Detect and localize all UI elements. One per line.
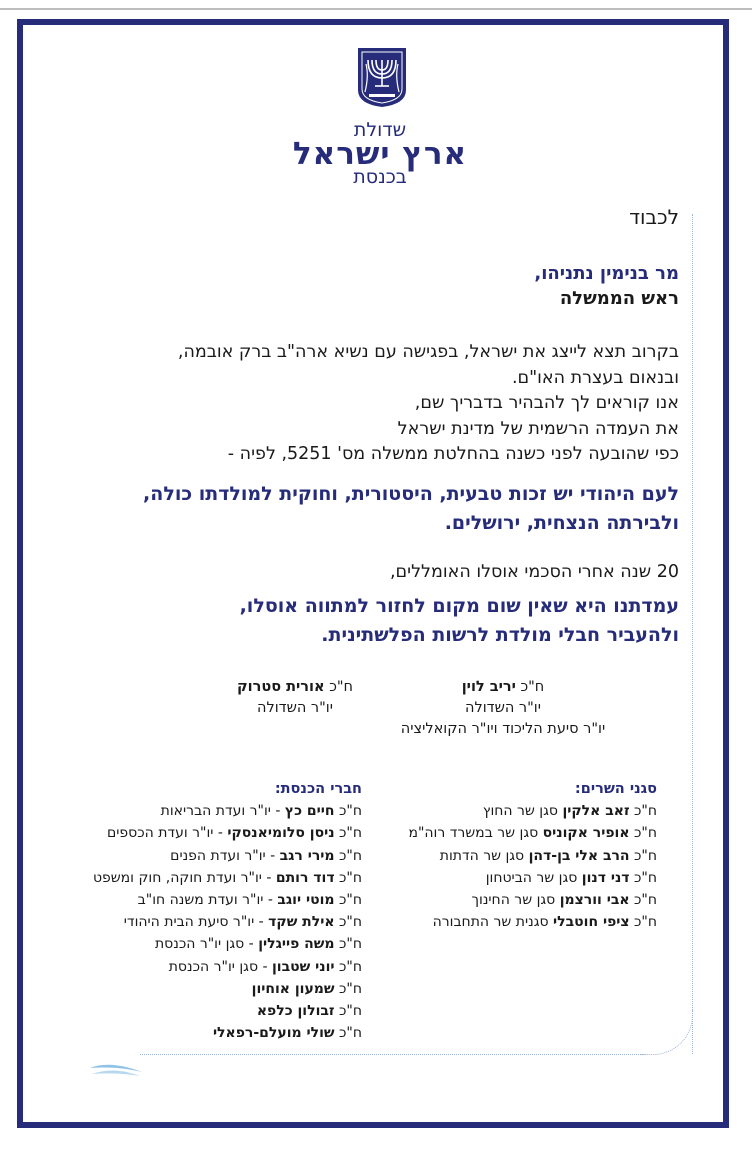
list-item: ח"כ זבולון כלפא	[256, 1003, 362, 1020]
body-line: ובנאום בעצרת האו"ם.	[511, 367, 679, 388]
list-item: ח"כ דוד רותם - יו"ר ועדת חוקה, חוק ומשפט	[92, 869, 362, 886]
signatory-role: יו"ר השדולה	[465, 700, 541, 716]
list-header: סגני השרים:	[574, 781, 657, 797]
knesset-emblem-icon	[355, 46, 409, 108]
emphasis-line: לעם היהודי יש זכות טבעית, היסטורית, וחוקית למולדתו כולה,	[143, 483, 679, 505]
emphasis-line: עמדתנו היא שאין שום מקום לחזור למתווה אוסלו,	[239, 595, 679, 617]
list-item: ח"כ ניסן סלומיאנסקי - יו"ר ועדת הכספים	[106, 825, 362, 842]
emphasis-statement-1	[143, 480, 679, 538]
addressee-title: ראש הממשלה	[559, 288, 679, 309]
list-item: ח"כ ציפי חוטבלי סגנית שר התחבורה	[432, 914, 657, 931]
list-item: ח"כ אופיר אקוניס סגן שר במשרד רוה"מ	[408, 825, 657, 842]
signatory-name: יריב לוין	[461, 679, 516, 695]
signatory-role: יו"ר סיעת הליכוד ויו"ר הקואליציה	[400, 721, 606, 737]
lobby-label-bottom: בכנסת	[353, 166, 407, 188]
signature-block	[210, 677, 380, 719]
body-line: בקרוב תצא לייצג את ישראל, בפגישה עם נשיא ארה"ב ברק אובמה,	[177, 342, 679, 362]
signatory-role: יו"ר השדולה	[257, 700, 333, 716]
list-item: ח"כ שמעון אוחיון	[251, 980, 362, 997]
deputy-ministers-list	[408, 778, 657, 933]
lobby-name: ארץ ישראל	[292, 136, 468, 172]
list-item: ח"כ שולי מועלם-רפאלי	[212, 1025, 362, 1042]
knesset-members-list	[93, 778, 362, 1044]
signatory-prefix: ח"כ	[520, 679, 545, 695]
list-item: ח"כ חיים כץ - יו"ר ועדת הבריאות	[160, 803, 362, 820]
body-line: כפי שהובעה לפני כשנה בהחלטת ממשלה מס' 5251, לפיה -	[227, 444, 679, 464]
list-item: ח"כ הרב אלי בן-דהן סגן שר הדתות	[439, 847, 657, 864]
signature-block	[398, 677, 608, 740]
emphasis-line: ולבירתה הנצחית, ירושלים.	[444, 512, 679, 534]
signatory-name-line	[210, 677, 380, 698]
list-item: ח"כ אבי וורצמן סגן שר החינוך	[471, 892, 657, 909]
signatory-name-line	[398, 677, 608, 698]
body-line: את העמדה הרשמית של מדינת ישראל	[397, 418, 679, 439]
list-item: ח"כ מירי רגב - יו"ר ועדת הפנים	[170, 847, 362, 864]
list-header: חברי הכנסת:	[274, 781, 362, 797]
oslo-line: 20 שנה אחרי הסכמי אוסלו האומללים,	[389, 562, 679, 582]
list-item: ח"כ משה פייגלין - סגן יו"ר הכנסת	[154, 936, 362, 953]
addressee-name: מר בנימין נתניהו,	[534, 263, 679, 284]
margin-guide	[692, 214, 694, 1054]
signatory-prefix: ח"כ	[329, 679, 353, 695]
lobby-label-top: שדולת	[353, 119, 407, 141]
top-rule	[0, 8, 752, 10]
list-item: ח"כ דני דנון סגן שר הביטחון	[485, 869, 657, 886]
list-item: ח"כ יוני שטבון - סגן יו"ר הכנסת	[168, 958, 362, 975]
margin-guide-bottom	[140, 1054, 645, 1056]
salutation: לכבוד	[629, 205, 679, 229]
letter-body	[178, 340, 679, 468]
signatory-name: אורית סטרוק	[237, 679, 325, 695]
feather-icon	[88, 1058, 144, 1080]
list-item: ח"כ מוטי יוגב - יו"ר ועדת משנה חו"ב	[137, 892, 362, 909]
emphasis-statement-2	[240, 592, 679, 650]
body-line: אנו קוראים לך להבהיר בדבריך שם,	[414, 393, 679, 413]
emphasis-line: ולהעביר חבלי מולדת לרשות הפלשתינית.	[321, 624, 679, 646]
list-item: ח"כ זאב אלקין סגן שר החוץ	[482, 803, 657, 820]
list-item: ח"כ אילת שקד - יו"ר סיעת הבית היהודי	[123, 914, 362, 931]
